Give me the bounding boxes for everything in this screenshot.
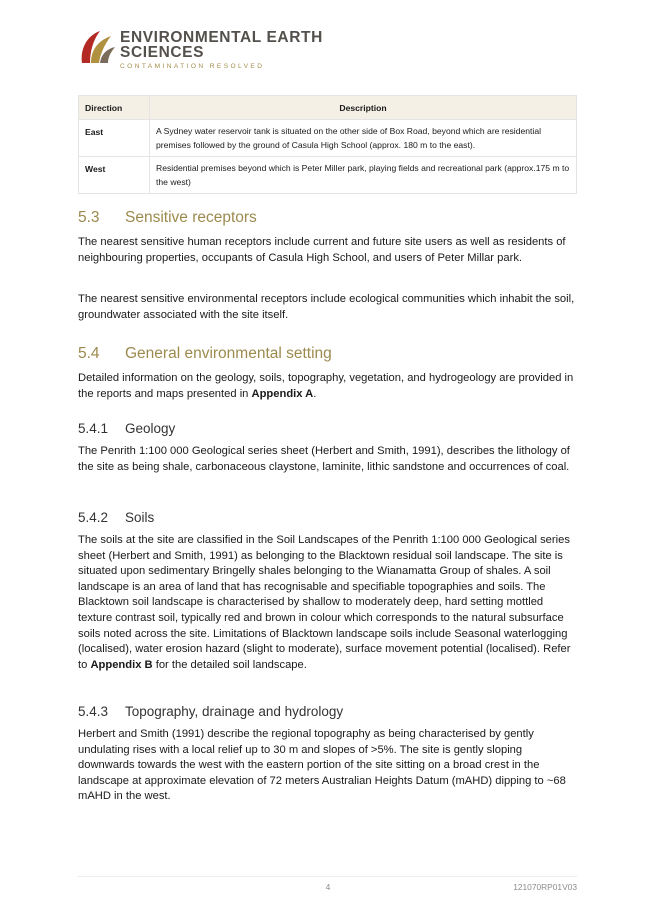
section-title: Geology	[125, 421, 176, 436]
table-header-row	[79, 96, 577, 120]
cell-direction: East	[79, 120, 150, 157]
text-run: Detailed information on the geology, soils, topography, vegetation, and hydrogeology are provided in the reports and maps presented in	[78, 372, 574, 400]
text-run: The soils at the site are classified in the Soil Landscapes of the Penrith 1:100 000 Geological series sheet (Herbert and Smith, 1991) as belonging to the Blacktown residual soil landscape. The site is situated upon sedimentary Bringelly shales belonging to the Wianamatta Group of shales. A soil landscape is an area of land that has recognisable and specifiable topographies and soils. The Blacktown soil landscape is characterised by shallow to moderately deep, hard setting mottled texture contrast soil, typically red and brown in colour which corresponds to the natural subsurface soils noted across the site. Limitations of Blacktown landscape soils include Seasonal waterlogging (localised), water erosion hazard (slight to moderate), surface movement potential (localised). Refer to	[78, 534, 571, 671]
heading-sensitive-receptors	[78, 209, 257, 227]
appendix-b-ref: Appendix B	[90, 658, 153, 671]
text-run: .	[313, 387, 317, 400]
document-reference: 121070RP01V03	[513, 882, 577, 892]
page-number: 4	[325, 882, 331, 892]
section-number: 5.4.2	[78, 510, 109, 525]
heading-topography	[78, 704, 343, 719]
section-title: Soils	[125, 510, 155, 525]
cell-description: A Sydney water reservoir tank is situated on the other side of Box Road, beyond which are residential premises followed by the ground of Casula High School (approx. 180 m to the east).	[150, 120, 577, 157]
footer-divider	[78, 876, 577, 877]
cell-description: Residential premises beyond which is Peter Miller park, playing fields and recreational park (approx.175 m to the west)	[150, 157, 577, 194]
text-run: for the detailed soil landscape.	[152, 658, 307, 671]
paragraph-soils	[78, 533, 578, 673]
logo-tagline: CONTAMINATION RESOLVED	[120, 63, 265, 70]
paragraph-setting-intro	[78, 371, 578, 402]
section-number: 5.3	[78, 209, 100, 226]
leaf-logo-icon	[78, 30, 116, 66]
appendix-a-ref: Appendix A	[251, 387, 314, 400]
section-number: 5.4.1	[78, 421, 109, 436]
column-header-direction: Direction	[79, 96, 150, 120]
section-number: 5.4	[78, 345, 100, 362]
logo-line-2: SCIENCES	[120, 44, 205, 61]
heading-general-environmental-setting	[78, 345, 332, 363]
heading-geology	[78, 421, 175, 436]
paragraph-environmental-receptors: The nearest sensitive environmental receptors include ecological communities which inhabit the soil, groundwater associated with the site itself.	[78, 293, 575, 321]
heading-soils	[78, 510, 154, 525]
table-row	[79, 120, 577, 157]
logo-line-1: ENVIRONMENTAL EARTH	[120, 29, 323, 46]
column-header-description: Description	[150, 96, 577, 120]
table-row	[79, 157, 577, 194]
surroundings-table	[78, 95, 577, 194]
paragraph-topography: Herbert and Smith (1991) describe the regional topography as being characterised by gently undulating rises with a local relief up to 30 m and slopes of >5%. The site is gently sloping downwards towards the west with the eastern portion of the site sitting on a broad crest in the landscape at approximate elevation of 72 meters Australian Heights Datum (mAHD) dipping to ~68 mAHD in the west.	[78, 728, 566, 803]
company-logo	[78, 30, 323, 71]
paragraph-human-receptors: The nearest sensitive human receptors include current and future site users as well as residents of neighbouring properties, occupants of Casula High School, and users of Peter Millar park.	[78, 236, 566, 264]
section-title: General environmental setting	[125, 345, 332, 362]
section-title: Topography, drainage and hydrology	[125, 704, 344, 719]
paragraph-geology: The Penrith 1:100 000 Geological series sheet (Herbert and Smith, 1991), describes the lithology of the site as being shale, carbonaceous claystone, laminite, lithic sandstone and occurrences of coal.	[78, 445, 570, 473]
section-number: 5.4.3	[78, 704, 109, 719]
cell-direction: West	[79, 157, 150, 194]
section-title: Sensitive receptors	[125, 209, 257, 226]
